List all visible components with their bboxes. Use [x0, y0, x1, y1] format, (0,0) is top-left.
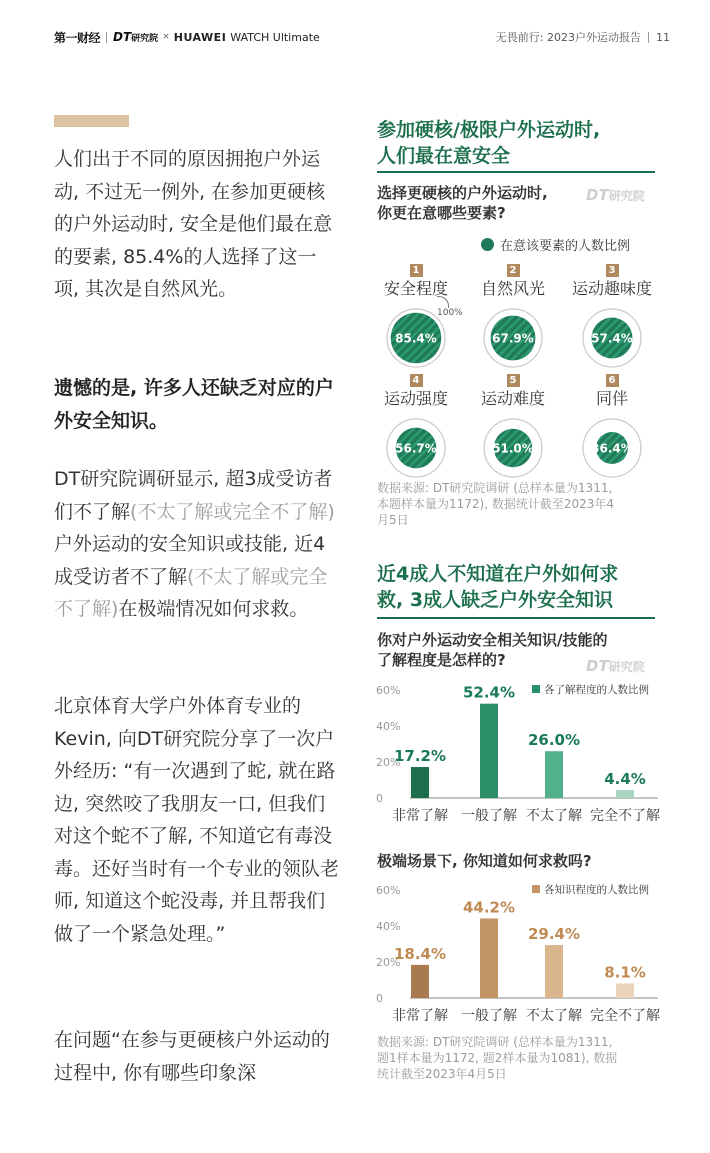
y-tick-label: 20%: [376, 956, 401, 969]
section2-divider: [377, 617, 655, 619]
watermark-suffix: 研究院: [608, 189, 645, 203]
section1-question: [377, 183, 548, 223]
huawei-logo: HUAWEI: [173, 30, 227, 44]
dt-watermark: [586, 186, 645, 204]
survey-text-c: 户外运动的安全知识或技能, 近4成受访者不了解: [54, 533, 326, 588]
factor-value: 36.4%: [591, 441, 633, 456]
category-label: 完全不了解: [590, 808, 660, 824]
category-label: 不太了解: [526, 808, 582, 824]
section1-title: [377, 117, 667, 169]
bar-value-label: 17.2%: [393, 747, 447, 766]
watermark-mark: DT: [586, 186, 609, 204]
rank-badge: 4: [410, 374, 423, 387]
yicai-logo: 第一财经: [54, 30, 101, 45]
bar-chart-rescue: [370, 878, 670, 1032]
bar: [616, 790, 634, 798]
source-line: 月5日: [377, 513, 409, 527]
source-line: 本题样本量为1172), 数据统计截至2023年4: [377, 497, 615, 511]
factor-item: [366, 368, 466, 481]
source-line: 题1样本量为1172, 题2样本量为1081), 数据: [377, 1051, 618, 1065]
rank-badge: 3: [606, 264, 619, 277]
paragraph-question: 在问题“在参与更硬核户外运动的过程中, 你有哪些印象深: [54, 1029, 330, 1084]
factor-circle: [383, 415, 449, 481]
chart1-question-line2: 了解程度是怎样的?: [377, 651, 506, 669]
factor-label: 运动趣味度: [571, 279, 652, 298]
bar: [545, 751, 563, 798]
factor-item: [463, 368, 563, 481]
header-divider: [106, 32, 107, 43]
bar-value-label: 26.0%: [527, 731, 581, 750]
dt-watermark: [586, 657, 645, 675]
factor-value: 57.4%: [591, 331, 633, 346]
bar-chart-knowledge-svg: [370, 678, 670, 828]
legend-label: 各了解程度的人数比例: [544, 684, 649, 696]
header-divider: [648, 32, 649, 43]
factor-value: 67.9%: [492, 331, 534, 346]
paragraph-anecdote: 北京体育大学户外体育专业的Kevin, 向DT研究院分享了一次户外经历: “有一次遇到了蛇, 就在路边, 突然咬了我朋友一口, 但我们对这个蛇不了解, 不知道它有毒没毒。还好当时有一个专业的领队老师, 知道这个蛇没毒, 并且帮我们做了一个紧急处理。”: [54, 695, 340, 945]
y-tick-label: 60%: [376, 884, 401, 897]
bar-value-label: 52.4%: [462, 683, 516, 702]
category-label: 一般了解: [461, 1008, 517, 1024]
paragraph-survey: [54, 463, 339, 626]
chart1-question-line1: 你对户外运动安全相关知识/技能的: [377, 631, 608, 649]
bar-value-label: 8.1%: [604, 963, 646, 982]
category-label: 不太了解: [526, 1008, 582, 1024]
header-brand: [54, 28, 320, 46]
factor-label: 同伴: [595, 389, 628, 408]
survey-note-1: (不太了解或完全不了解): [130, 500, 335, 523]
bar-value-label: 18.4%: [393, 944, 447, 963]
factor-value: 85.4%: [395, 331, 437, 346]
report-title: 无畏前行: 2023户外运动报告: [495, 31, 641, 44]
bar: [411, 965, 429, 998]
factor-circle: [480, 415, 546, 481]
bar-chart-knowledge: [370, 678, 670, 832]
page-number: 11: [656, 30, 670, 44]
reference-ring-label: 100%: [437, 308, 463, 318]
survey-note-2: (不太了解或完全不了解): [54, 565, 328, 620]
bar-value-label: 44.2%: [462, 898, 516, 917]
factor-value: 56.7%: [395, 441, 437, 456]
watermark-suffix: 研究院: [608, 660, 645, 674]
factor-item: [562, 368, 662, 481]
category-label: 完全不了解: [590, 1008, 660, 1024]
watermark-mark: DT: [586, 657, 609, 675]
dt-logo-mark: DT: [113, 30, 132, 44]
factor-label: 自然风光: [480, 279, 545, 298]
section1-title-line2: 人们最在意安全: [377, 145, 511, 167]
section2-title: [377, 561, 667, 613]
section1-source: [377, 480, 662, 528]
section1-title-line1: 参加硬核/极限户外运动时,: [377, 119, 601, 141]
category-label: 非常了解: [392, 1008, 448, 1024]
section1-question-line2: 你更在意哪些要素?: [377, 204, 506, 222]
factor-item: [463, 258, 563, 371]
factor-circle: [579, 415, 645, 481]
bar: [480, 918, 498, 998]
bar: [480, 704, 498, 798]
y-tick-label: 0: [376, 992, 383, 1005]
legend-swatch: [532, 685, 540, 693]
section2-source: [377, 1034, 662, 1082]
chart1-question: [377, 630, 607, 670]
legend-swatch: [532, 885, 540, 893]
y-tick-label: 0: [376, 792, 383, 805]
bar-value-label: 4.4%: [604, 770, 646, 789]
bar-chart-rescue-svg: [370, 878, 670, 1028]
factor-label: 运动强度: [383, 389, 448, 408]
factor-label: 安全程度: [383, 279, 448, 298]
factor-legend: [481, 235, 630, 254]
product-name: WATCH Ultimate: [230, 30, 320, 44]
section1-question-line1: 选择更硬核的户外运动时,: [377, 184, 548, 202]
source-line: 统计截至2023年4月5日: [377, 1067, 507, 1081]
bar: [545, 945, 563, 998]
y-tick-label: 40%: [376, 720, 401, 733]
bar: [616, 983, 634, 998]
bar: [411, 767, 429, 798]
factor-circle: [480, 305, 546, 371]
bar-value-label: 29.4%: [527, 925, 581, 944]
paragraph-highlight: 遗憾的是, 许多人还缺乏对应的户外安全知识。: [54, 377, 334, 432]
category-label: 一般了解: [461, 808, 517, 824]
category-label: 非常了解: [392, 808, 448, 824]
source-line: 数据来源: DT研究院调研 (总样本量为1311,: [377, 1035, 613, 1049]
source-line: 数据来源: DT研究院调研 (总样本量为1311,: [377, 481, 613, 495]
dt-logo: [113, 30, 158, 44]
section1-divider: [377, 171, 655, 173]
cross-mark: ×: [162, 32, 170, 42]
y-tick-label: 40%: [376, 920, 401, 933]
header-report-info: [496, 29, 670, 45]
legend-label: 各知识程度的人数比例: [544, 884, 649, 896]
rank-badge: 2: [507, 264, 520, 277]
section-accent-bar: [54, 115, 129, 127]
paragraph-intro: 人们出于不同的原因拥抱户外运动, 不过无一例外, 在参加更硬核的户外运动时, 安全是他们最在意的要素, 85.4%的人选择了这一项, 其次是自然风光。: [54, 148, 333, 300]
survey-text-e: 在极端情况如何求救。: [118, 598, 309, 620]
factor-legend-label: 在意该要素的人数比例: [500, 239, 631, 254]
rank-badge: 5: [507, 374, 520, 387]
section2-title-line1: 近4成人不知道在户外如何求: [377, 563, 619, 585]
legend-dot-icon: [481, 238, 494, 251]
rank-badge: 1: [410, 264, 423, 277]
factor-item: [562, 258, 662, 371]
dt-logo-suffix: 研究院: [131, 34, 159, 44]
factor-circle: [579, 305, 645, 371]
factor-value: 51.0%: [492, 441, 534, 456]
factor-label: 运动难度: [480, 389, 545, 408]
chart2-question: 极端场景下, 你知道如何求救吗?: [377, 852, 592, 870]
section2-title-line2: 救, 3成人缺乏户外安全知识: [377, 589, 614, 611]
rank-badge: 6: [606, 374, 619, 387]
y-tick-label: 60%: [376, 684, 401, 697]
survey-text-a: DT研究院调研显示, 超3成受访者们不了解: [54, 468, 333, 523]
y-tick-label: 20%: [376, 756, 401, 769]
